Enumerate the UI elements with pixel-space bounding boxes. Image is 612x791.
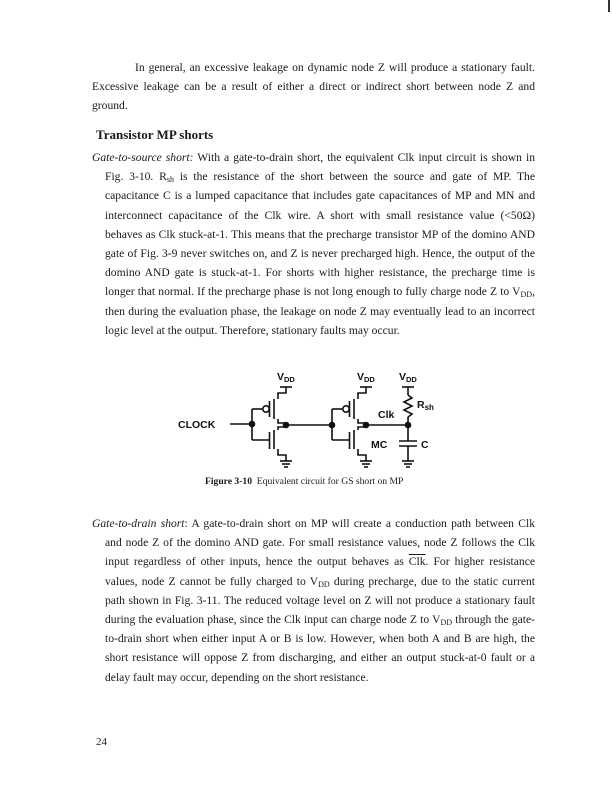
gate-to-drain-paragraph: Gate-to-drain short: A gate-to-drain short on MP will create a conduction path between Clk and node Z of the domino AND gate. For small resistance values, node Z follows the Clk input regardless of other inputs, hence the output behaves as $\overline{Clk}$. For higher resistance values, node Z cannot be fully charged to $V_{DD}$ during precharge, due to the static current path shown in Fig. 3-11. The reduced voltage level on Z will not produce a stationary fault during the evaluation phase, since the Clk input can charge node Z to $V_{DD}$ through the gate-to-drain short when either input A or B is low. However, when both A and B are high, the short resistance will oppose Z from discharging, and either an output stuck-at-0 fault or a delay fault may occur, depending on the short resistance.	[92, 517, 535, 684]
clock-label: CLOCK	[178, 419, 216, 431]
page-number: 24	[96, 736, 107, 748]
rsh-label: Rsh	[417, 399, 434, 412]
gate-to-source-paragraph: Gate-to-source short: With a gate-to-drain short, the equivalent Clk input circuit is shown in Fig. 3-10. $R_{sh}$ is the resistance of the short between the source and gate of MP. The capacitance C is a lumped capacitance that includes gate capacitances of MP and MN and interconnect capacitance of the Clk wire. A short with small resistance value (<50Ω) behaves as Clk stuck-at-1. This means that the precharge transistor MP of the domino AND gate of Fig. 3-9 never switches on, and Z is never precharged high. Hence, the output of the domino AND gate is stuck-at-1. For shorts with higher resistance, the precharge time is longer that normal. If the precharge phase is not long enough to fully charge node Z to $V_{DD}$, then during the evaluation phase, the leakage on node Z may eventually lead to an incorrect logic level at the output. Therefore, stationary faults may occur.	[92, 151, 535, 337]
vdd-label-1: VDD	[277, 371, 295, 384]
clk-bar: $\overline{Clk}$	[408, 555, 426, 569]
vdd-label-3: VDD	[399, 371, 417, 384]
intro-paragraph: In general, an excessive leakage on dynamic node Z will produce a stationary fault. Excessive leakage can be a result of either a direct or indirect short between node Z and ground.	[92, 61, 535, 113]
clk-node-label: Clk	[378, 409, 395, 421]
gd-label: Gate-to-drain short	[92, 517, 185, 530]
mc-label: MC	[371, 439, 388, 451]
vdd-label-2: VDD	[357, 371, 375, 384]
gs-label: Gate-to-source short:	[92, 151, 194, 164]
figure-caption: Figure 3-10 Equivalent circuit for GS short on MP	[205, 476, 404, 487]
section-heading: Transistor MP shorts	[96, 127, 214, 142]
scan-artifact	[608, 0, 610, 12]
circuit-diagram	[170, 365, 460, 475]
capacitor-label: C	[421, 439, 429, 451]
